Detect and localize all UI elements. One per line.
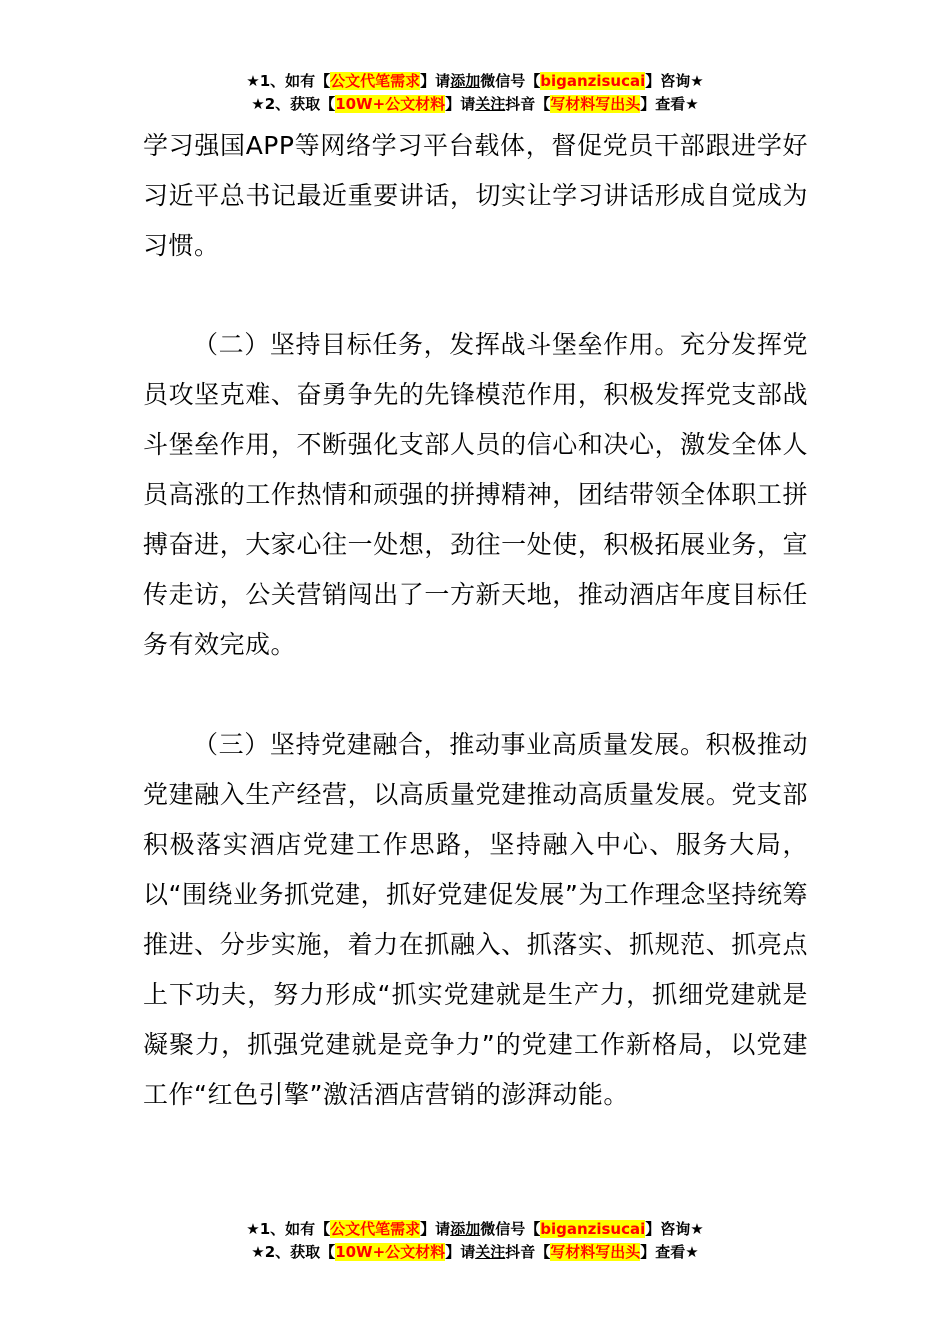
banner-line-1	[0, 70, 950, 93]
highlight-materials: 10W+公文材料	[335, 95, 446, 113]
banner-text: ★2、获取【	[251, 95, 336, 113]
banner-text: 】咨询★	[645, 1220, 704, 1238]
banner-text: 微信号【	[480, 1220, 541, 1238]
banner-text: 抖音【	[505, 95, 551, 113]
banner-text: ★2、获取【	[251, 1243, 336, 1261]
highlight-service: 公文代笔需求	[330, 72, 421, 90]
highlight-douyin-account: 写材料写出头	[550, 1243, 641, 1261]
banner-text: 】请	[420, 72, 451, 90]
banner-text: ★1、如有【	[246, 1220, 331, 1238]
highlight-service: 公文代笔需求	[330, 1220, 421, 1238]
highlight-wechat-id: biganzisucai	[540, 1220, 646, 1238]
paragraph-section-3	[143, 720, 808, 1120]
paragraph-continuation	[143, 121, 808, 271]
banner-underlined-text: 添加	[450, 1220, 481, 1238]
paragraph-3: （三）坚持党建融合，推动事业高质量发展。积极推动党建融入生产经营，以高质量党建推动高质量发展。党支部积极落实酒店党建工作思路，坚持融入中心、服务大局，以“围绕业务抓党建，抓好党建促发展”为工作理念坚持统筹推进、分步实施，着力在抓融入、抓落实、抓规范、抓亮点上下功夫，努力形成“抓实党建就是生产力，抓细党建就是凝聚力，抓强党建就是竞争力”的党建工作新格局，以党建工作“红色引擎”激活酒店营销的澎湃动能。	[143, 730, 808, 1109]
footer-banner	[0, 1218, 950, 1264]
banner-text: 】请	[445, 95, 476, 113]
header-banner	[0, 70, 950, 116]
paragraph-1: 学习强国APP等网络学习平台载体，督促党员干部跟进学好习近平总书记最近重要讲话，切实让学习讲话形成自觉成为习惯。	[143, 131, 808, 260]
banner-line-2	[0, 1241, 950, 1264]
highlight-douyin-account: 写材料写出头	[550, 95, 641, 113]
banner-text: 】请	[420, 1220, 451, 1238]
banner-text: 】咨询★	[645, 72, 704, 90]
banner-underlined-text: 关注	[475, 1243, 506, 1261]
banner-text: 】请	[445, 1243, 476, 1261]
banner-text: ★1、如有【	[246, 72, 331, 90]
highlight-materials: 10W+公文材料	[335, 1243, 446, 1261]
banner-text: 】查看★	[640, 95, 699, 113]
banner-underlined-text: 添加	[450, 72, 481, 90]
banner-text: 】查看★	[640, 1243, 699, 1261]
banner-text: 微信号【	[480, 72, 541, 90]
banner-line-1	[0, 1218, 950, 1241]
banner-text: 抖音【	[505, 1243, 551, 1261]
banner-underlined-text: 关注	[475, 95, 506, 113]
banner-line-2	[0, 93, 950, 116]
paragraph-2: （二）坚持目标任务，发挥战斗堡垒作用。充分发挥党员攻坚克难、奋勇争先的先锋模范作用，积极发挥党支部战斗堡垒作用，不断强化支部人员的信心和决心，激发全体人员高涨的工作热情和顽强的拼搏精神，团结带领全体职工拼搏奋进，大家心往一处想，劲往一处使，积极拓展业务，宣传走访，公关营销闯出了一方新天地，推动酒店年度目标任务有效完成。	[143, 330, 808, 659]
highlight-wechat-id: biganzisucai	[540, 72, 646, 90]
paragraph-section-2	[143, 320, 808, 670]
